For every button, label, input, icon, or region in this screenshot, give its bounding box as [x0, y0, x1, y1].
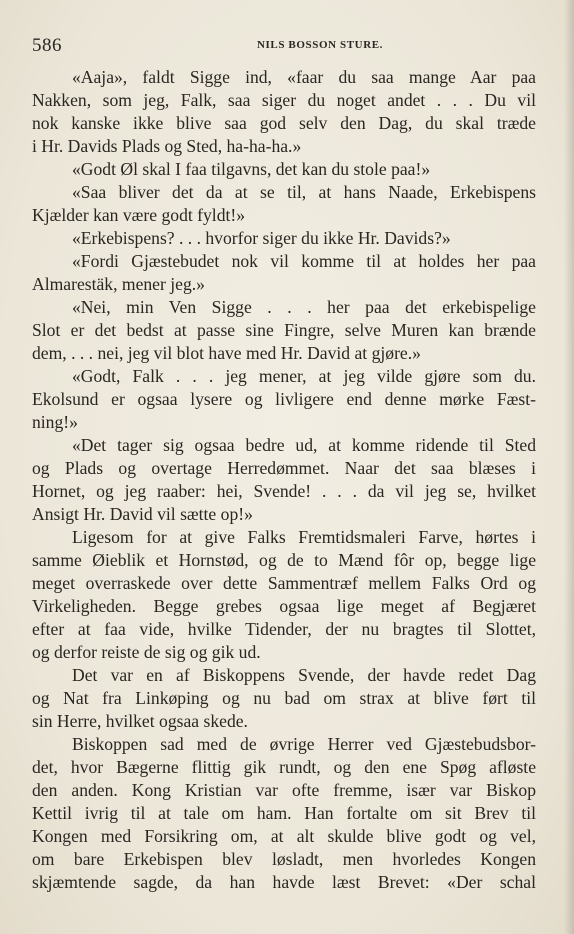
- page-edge-shadow: [564, 0, 574, 934]
- text-line: i Hr. Davids Plads og Sted, ha-ha-ha.»: [32, 136, 302, 156]
- text-line: Slot er det bedst at passe sine Fingre, selve Muren kan brænde: [32, 320, 536, 340]
- text-line: Virkeligheden. Begge grebes ogsaa lige meget af Begjæret: [32, 596, 536, 616]
- page-number: 586: [32, 35, 62, 56]
- text-line: «Fordi Gjæstebudet nok vil komme til at holdes her paa: [72, 251, 536, 271]
- text-line: sin Herre, hvilket ogsaa skede.: [32, 711, 248, 731]
- body-text: [32, 66, 536, 894]
- text-line: det, hvor Bægerne flittig gik rundt, og den ene Spøg afløste: [32, 757, 536, 777]
- text-line: skjæmtende sagde, da han havde læst Brevet: «Der schal: [32, 872, 536, 892]
- text-line: «Aaja», faldt Sigge ind, «faar du saa mange Aar paa: [72, 67, 536, 87]
- text-line: meget overraskede over dette Sammentræf mellem Falks Ord og: [32, 573, 536, 593]
- text-line: den anden. Kong Kristian var ofte fremme, især var Biskop: [32, 780, 536, 800]
- text-line: samme Øieblik et Hornstød, og de to Mænd fôr op, begge lige: [32, 550, 536, 570]
- text-line: Biskoppen sad med de øvrige Herrer ved Gjæstebudsbor-: [72, 734, 536, 754]
- text-line: «Nei, min Ven Sigge . . . her paa det erkebispelige: [72, 297, 536, 317]
- text-line: Kongen med Forsikring om, at alt skulde blive godt og vel,: [32, 826, 536, 846]
- text-line: Kettil ivrig til at tale om ham. Han fortalte om sit Brev til: [32, 803, 536, 823]
- text-line: «Erkebispens? . . . hvorfor siger du ikke Hr. Davids?»: [72, 228, 451, 248]
- text-line: dem, . . . nei, jeg vil blot have med Hr. David at gjøre.»: [32, 343, 421, 363]
- text-line: nok kanske ikke blive saa god selv den Dag, du skal træde: [32, 113, 536, 133]
- text-line: og Plads og overtage Herredømmet. Naar det saa blæses i: [32, 458, 536, 478]
- text-line: Ligesom for at give Falks Fremtidsmaleri Farve, hørtes i: [72, 527, 536, 547]
- text-line: «Godt, Falk . . . jeg mener, at jeg vilde gjøre som du.: [72, 366, 536, 386]
- running-head: NILS BOSSON STURE.: [257, 39, 384, 51]
- text-line: «Godt Øl skal I faa tilgavns, det kan du stole paa!»: [72, 159, 431, 179]
- text-line: Kjælder kan være godt fyldt!»: [32, 205, 246, 225]
- text-line: Ansigt Hr. David vil sætte op!»: [32, 504, 253, 524]
- text-line: Almarestäk, mener jeg.»: [32, 274, 205, 294]
- text-line: og Nat fra Linkøping og nu bad om strax at blive ført til: [32, 688, 536, 708]
- text-line: Ekolsund er ogsaa lysere og livligere end denne mørke Fæst-: [32, 389, 536, 409]
- text-line: Det var en af Biskoppens Svende, der havde redet Dag: [72, 665, 536, 685]
- text-line: Nakken, som jeg, Falk, saa siger du noget andet . . . Du vil: [32, 90, 536, 110]
- text-line: Hornet, og jeg raaber: hei, Svende! . . . da vil jeg se, hvilket: [32, 481, 536, 501]
- text-line: efter at faa vide, hvilke Tidender, der nu bragtes til Slottet,: [32, 619, 536, 639]
- text-line: og derfor reiste de sig og gik ud.: [32, 642, 261, 662]
- page-header: [32, 32, 537, 56]
- text-line: «Det tager sig ogsaa bedre ud, at komme ridende til Sted: [72, 435, 536, 455]
- text-line: «Saa bliver det da at se til, at hans Naade, Erkebispens: [72, 182, 536, 202]
- text-line: ning!»: [32, 412, 78, 432]
- text-line: om bare Erkebispen blev løsladt, men hvorledes Kongen: [32, 849, 536, 869]
